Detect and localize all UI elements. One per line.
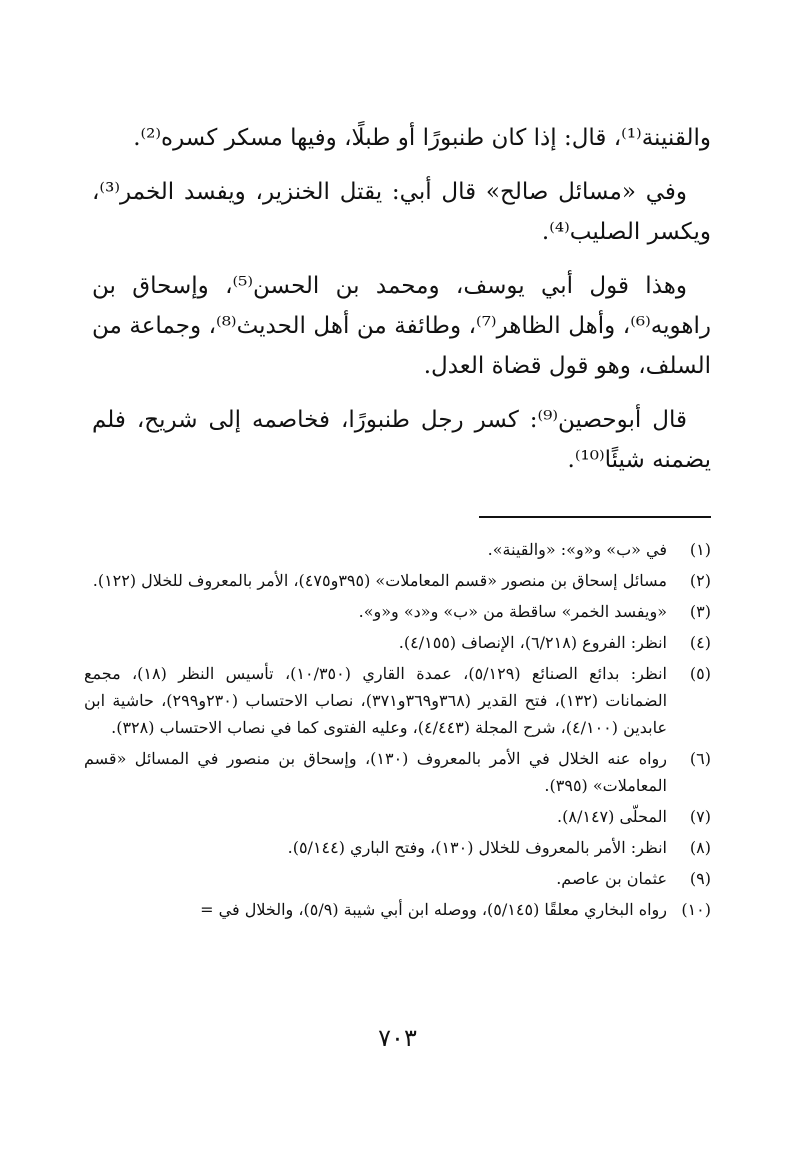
- footnote-text: رواه عنه الخلال في الأمر بالمعروف (١٣٠)، وإسحاق بن منصور في المسائل «قسم المعاملات» (٣٩٥).: [84, 749, 667, 795]
- footnote-item: [84, 745, 711, 799]
- footnote-text: «ويفسد الخمر» ساقطة من «ب» و«د» و«و».: [358, 602, 667, 621]
- footnote-item: [84, 896, 711, 923]
- footnote-text: عثمان بن عاصم.: [556, 869, 667, 888]
- footnote-number: (٢): [689, 571, 711, 590]
- paragraph: قال أبوحصين⁽⁹⁾: كسر رجل طنبورًا، فخاصمه إلى شريح، فلم يضمنه شيئًا⁽¹⁰⁾.: [92, 407, 711, 473]
- footnote-item: [84, 865, 711, 892]
- footnote-text: رواه البخاري معلقًا (٥/١٤٥)، ووصله ابن أبي شيبة (٥/٩)، والخلال في =: [200, 900, 667, 919]
- main-text: [92, 118, 711, 494]
- footnote-text: انظر: الفروع (٦/٢١٨)، الإنصاف (٤/١٥٥).: [398, 633, 667, 652]
- footnote-separator: [479, 516, 711, 518]
- paragraph: وفي «مسائل صالح» قال أبي: يقتل الخنزير، ويفسد الخمر⁽³⁾، ويكسر الصليب⁽⁴⁾.: [92, 179, 711, 245]
- footnote-item: [84, 536, 711, 563]
- footnote-number: (٩): [689, 869, 711, 888]
- footnote-item: [84, 803, 711, 830]
- footnote-number: (٤): [689, 633, 711, 652]
- paragraph: والقنينة⁽¹⁾، قال: إذا كان طنبورًا أو طبلًا، وفيها مسكر كسره⁽²⁾.: [133, 125, 711, 151]
- footnote-number: (٧): [689, 807, 711, 826]
- footnote-number: (٥): [689, 664, 711, 683]
- footnote-item: [84, 567, 711, 594]
- footnote-text: انظر: بدائع الصنائع (٥/١٢٩)، عمدة القاري (١٠/٣٥٠)، تأسيس النظر (١٨)، مجمع الضمانات (١٣٢)، فتح القدير (٣٦٨و٣٦٩و٣٧١)، نصاب الاحتساب (٢٣٠و٢٩٩)، حاشية ابن عابدين (٤/١٠٠)، شرح المجلة (٤/٤٤٣)، وعليه الفتوى كما في نصاب الاحتساب (٣٢٨).: [84, 664, 668, 737]
- footnote-number: (١٠): [681, 900, 711, 919]
- footnote-number: (٣): [689, 602, 711, 621]
- footnote-number: (٦): [689, 749, 711, 768]
- footnote-text: مسائل إسحاق بن منصور «قسم المعاملات» (٣٩٥و٤٧٥)، الأمر بالمعروف للخلال (١٢٢).: [92, 571, 667, 590]
- footnote-number: (١): [689, 540, 711, 559]
- footnote-number: (٨): [689, 838, 711, 857]
- footnote-text: المحلّى (٨/١٤٧).: [557, 807, 667, 826]
- footnote-item: [84, 660, 711, 741]
- footnote-item: [84, 598, 711, 625]
- footnote-item: [84, 629, 711, 656]
- footnote-text: انظر: الأمر بالمعروف للخلال (١٣٠)، وفتح الباري (٥/١٤٤).: [287, 838, 667, 857]
- page-number: ٧٠٣: [378, 1024, 417, 1052]
- footnote-text: في «ب» و«و»: «والقينة».: [487, 540, 667, 559]
- footnote-item: [84, 834, 711, 861]
- footnotes: [84, 536, 711, 927]
- paragraph: وهذا قول أبي يوسف، ومحمد بن الحسن⁽⁵⁾، وإسحاق بن راهويه⁽⁶⁾، وأهل الظاهر⁽⁷⁾، وطائفة من أهل الحديث⁽⁸⁾، وجماعة من السلف، وهو قول قضاة العدل.: [92, 273, 711, 379]
